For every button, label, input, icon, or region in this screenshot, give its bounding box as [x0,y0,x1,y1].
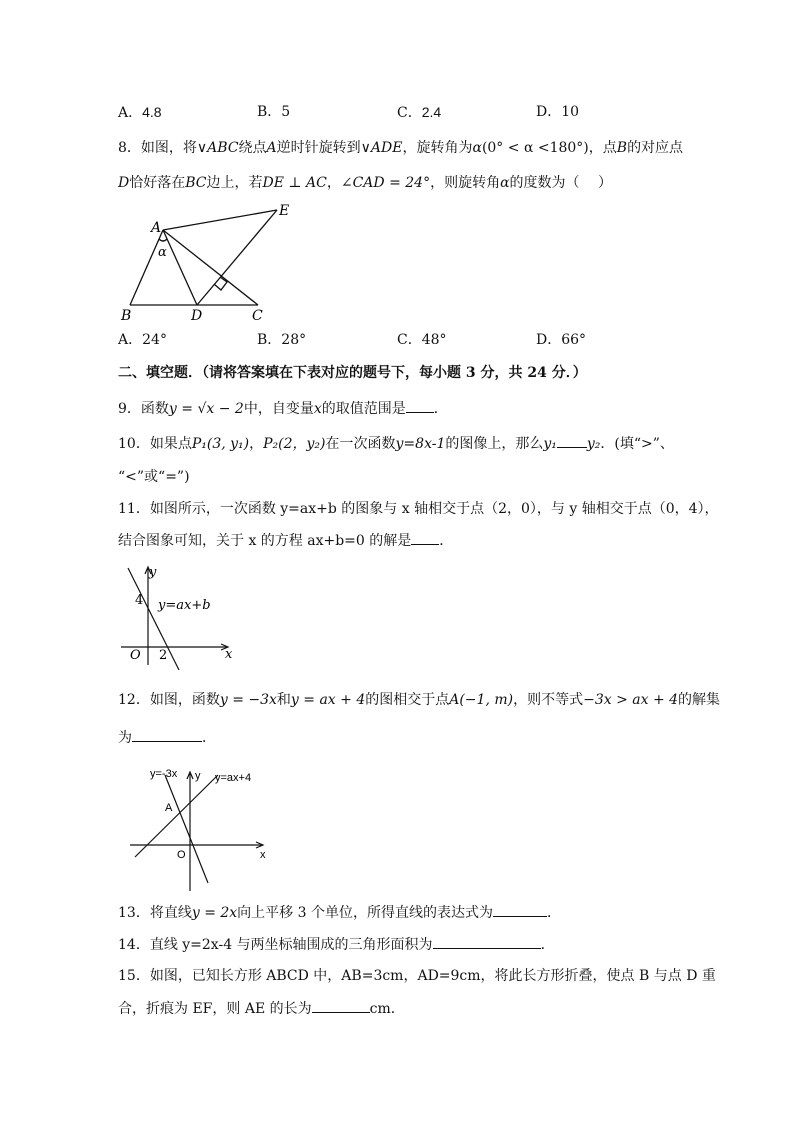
q10-answer-blank[interactable] [557,433,587,448]
segment-ab [130,230,163,305]
q13-stem: 13．将直线y = 2x向上平移 3 个单位，所得直线的表达式为 ． [118,902,561,923]
label-x: x [260,849,266,861]
q10-stem-line1: 10．如果点P₁(3, y₁)，P₂(2，y₂)在一次函数y=8x-1的图像上，那么y₁ y₂．(填“>”、 [118,433,674,454]
label-four: 4 [135,593,144,608]
q12-stem-line2: 为 ． [118,727,216,748]
q15-stem-line1: 15．如图，已知长方形 ABCD 中，AB=3cm，AD=9cm，将此长方形折叠，使点 B 与点 D 重 [118,968,716,984]
segment-ac [163,230,258,305]
q11-answer-blank[interactable] [411,530,439,545]
label-two: 2 [159,648,168,663]
segment-de [197,210,277,305]
q11-stem-line1: 11．如图所示，一次函数 y=ax+b 的图象与 x 轴相交于点（2，0），与 y 轴相交于点（0，4）， [118,501,719,517]
label-b: B [121,308,132,324]
label-origin: O [177,849,186,861]
q8-option-a: A．24° [118,332,167,348]
q7-option-a: A．4.8 [118,104,162,121]
q9-answer-blank[interactable] [406,398,434,413]
segment-ad [163,230,197,305]
q8-option-d: D．66° [536,332,587,348]
q7-option-b: B．5 [257,104,291,120]
q12-answer-blank[interactable] [132,727,202,742]
label-x: x [225,647,233,662]
label-alpha: α [158,245,167,260]
label-a: A [151,220,162,236]
q13-answer-blank[interactable] [493,902,547,917]
q8-option-c: C．48° [397,332,447,348]
label-a: A [165,802,173,814]
label-y: y [195,770,201,782]
section-title-fill-in: 二、填空题．（请将答案填在下表对应的题号下，每小题 3 分，共 24 分．） [118,365,587,381]
angle-arc [159,239,167,241]
label-origin: O [130,648,141,663]
q15-stem-line2: 合，折痕为 EF，则 AE 的长为 cm． [118,998,405,1019]
label-y: y [149,565,157,580]
q9-stem: 9．函数y = √x − 2中，自变量x的取值范围是 ． [118,398,448,419]
q11-stem-line2: 结合图象可知，关于 x 的方程 ax+b=0 的解是 ． [118,530,453,551]
q7-option-d: D．10 [536,104,580,120]
segment-ae [163,210,277,230]
q12-graph-figure [125,763,275,893]
q14-stem: 14．直线 y=2x-4 与两坐标轴围成的三角形面积为 ． [118,934,555,955]
q14-answer-blank[interactable] [433,934,541,949]
q8-triangle-figure [115,200,300,325]
label-d: D [191,308,203,324]
q15-answer-blank[interactable] [312,998,370,1013]
label-f1: y=-3x [150,768,178,780]
label-f2: y=ax+4 [215,772,252,784]
q8-stem-line2: D恰好落在BC边上，若DE ⊥ AC，∠CAD = 24°，则旋转角α的度数为（ ） [118,175,612,191]
q10-stem-line2: “<”或“=”) [118,469,190,485]
label-line: y=ax+b [158,598,211,613]
q7-option-c: C．2.4 [397,104,442,121]
q8-stem-line1: 8．如图，将∨ABC绕点A逆时针旋转到∨ADE，旋转角为α(0° < α <180°)，点B的对应点 [118,140,684,156]
q8-option-b: B．28° [257,332,307,348]
q12-stem-line1: 12．如图，函数y = −3x和y = ax + 4的图相交于点A(−1, m)，则不等式−3x > ax + 4的解集 [118,692,721,708]
q11-graph-figure [115,560,240,670]
label-e: E [279,203,290,219]
label-c: C [252,308,263,324]
